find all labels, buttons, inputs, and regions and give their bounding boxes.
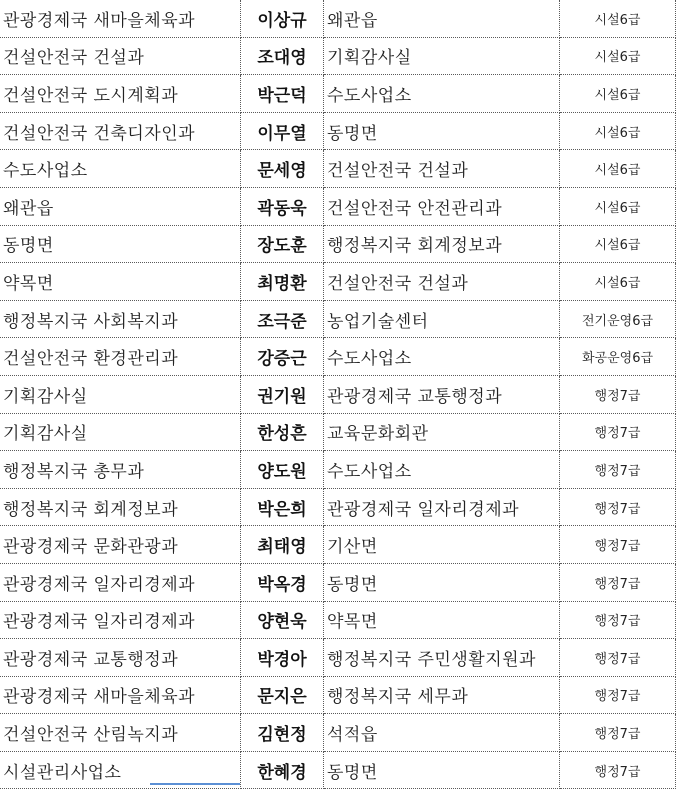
table-row — [0, 75, 676, 113]
table-row — [0, 375, 676, 413]
new-department-cell[interactable]: 농업기술센터 — [324, 300, 560, 338]
previous-department-cell[interactable]: 관광경제국 새마을체육과 — [0, 676, 241, 714]
new-department-cell[interactable]: 동명면 — [324, 563, 560, 601]
new-department-cell[interactable]: 행정복지국 회계정보과 — [324, 225, 560, 263]
new-department-cell[interactable]: 행정복지국 세무과 — [324, 676, 560, 714]
table-row — [0, 601, 676, 639]
table-row — [0, 0, 676, 37]
selection-indicator — [150, 783, 240, 785]
table-row — [0, 300, 676, 338]
table-row — [0, 526, 676, 564]
new-department-cell[interactable]: 수도사업소 — [324, 451, 560, 489]
table-row — [0, 488, 676, 526]
previous-department-cell[interactable]: 기획감사실 — [0, 375, 241, 413]
previous-department-cell[interactable]: 관광경제국 문화관광과 — [0, 526, 241, 564]
grade-cell[interactable]: 시설6급 — [560, 112, 676, 150]
new-department-cell[interactable]: 수도사업소 — [324, 75, 560, 113]
table-row — [0, 751, 676, 789]
employee-name-cell[interactable]: 곽동욱 — [241, 187, 324, 225]
previous-department-cell[interactable]: 건설안전국 환경관리과 — [0, 338, 241, 376]
new-department-cell[interactable]: 건설안전국 건설과 — [324, 263, 560, 301]
employee-name-cell[interactable]: 박은희 — [241, 488, 324, 526]
grade-cell[interactable]: 행정7급 — [560, 526, 676, 564]
previous-department-cell[interactable]: 관광경제국 일자리경제과 — [0, 563, 241, 601]
new-department-cell[interactable]: 관광경제국 교통행정과 — [324, 375, 560, 413]
grade-cell[interactable]: 행정7급 — [560, 601, 676, 639]
new-department-cell[interactable]: 약목면 — [324, 601, 560, 639]
grade-cell[interactable]: 행정7급 — [560, 639, 676, 677]
table-row — [0, 37, 676, 75]
previous-department-cell[interactable]: 관광경제국 일자리경제과 — [0, 601, 241, 639]
employee-name-cell[interactable]: 양현욱 — [241, 601, 324, 639]
table-row — [0, 338, 676, 376]
new-department-cell[interactable]: 행정복지국 주민생활지원과 — [324, 639, 560, 677]
employee-name-cell[interactable]: 최명환 — [241, 263, 324, 301]
new-department-cell[interactable]: 건설안전국 건설과 — [324, 150, 560, 188]
table-row — [0, 676, 676, 714]
table-row — [0, 413, 676, 451]
table-row — [0, 563, 676, 601]
employee-name-cell[interactable]: 조대영 — [241, 37, 324, 75]
employee-name-cell[interactable]: 문세영 — [241, 150, 324, 188]
table-row — [0, 187, 676, 225]
employee-name-cell[interactable]: 최태영 — [241, 526, 324, 564]
previous-department-cell[interactable]: 행정복지국 사회복지과 — [0, 300, 241, 338]
grade-cell[interactable]: 행정7급 — [560, 451, 676, 489]
employee-name-cell[interactable]: 이상규 — [241, 0, 324, 37]
new-department-cell[interactable]: 관광경제국 일자리경제과 — [324, 488, 560, 526]
grade-cell[interactable]: 행정7급 — [560, 714, 676, 752]
previous-department-cell[interactable]: 관광경제국 새마을체육과 — [0, 0, 241, 37]
new-department-cell[interactable]: 동명면 — [324, 751, 560, 789]
grade-cell[interactable]: 시설6급 — [560, 75, 676, 113]
previous-department-cell[interactable]: 건설안전국 도시계획과 — [0, 75, 241, 113]
previous-department-cell[interactable]: 행정복지국 회계정보과 — [0, 488, 241, 526]
table-row — [0, 225, 676, 263]
employee-name-cell[interactable]: 조극준 — [241, 300, 324, 338]
employee-name-cell[interactable]: 문지은 — [241, 676, 324, 714]
grade-cell[interactable]: 시설6급 — [560, 150, 676, 188]
grade-cell[interactable]: 행정7급 — [560, 413, 676, 451]
table-row — [0, 150, 676, 188]
table-row — [0, 639, 676, 677]
grade-cell[interactable]: 시설6급 — [560, 263, 676, 301]
previous-department-cell[interactable]: 기획감사실 — [0, 413, 241, 451]
new-department-cell[interactable]: 동명면 — [324, 112, 560, 150]
employee-name-cell[interactable]: 장도훈 — [241, 225, 324, 263]
employee-name-cell[interactable]: 박옥경 — [241, 563, 324, 601]
new-department-cell[interactable]: 왜관읍 — [324, 0, 560, 37]
new-department-cell[interactable]: 기획감사실 — [324, 37, 560, 75]
employee-name-cell[interactable]: 이무열 — [241, 112, 324, 150]
previous-department-cell[interactable]: 건설안전국 건설과 — [0, 37, 241, 75]
grade-cell[interactable]: 시설6급 — [560, 187, 676, 225]
grade-cell[interactable]: 시설6급 — [560, 0, 676, 37]
table-row — [0, 263, 676, 301]
previous-department-cell[interactable]: 건설안전국 산림녹지과 — [0, 714, 241, 752]
grade-cell[interactable]: 행정7급 — [560, 375, 676, 413]
new-department-cell[interactable]: 석적읍 — [324, 714, 560, 752]
new-department-cell[interactable]: 수도사업소 — [324, 338, 560, 376]
table-row — [0, 451, 676, 489]
previous-department-cell[interactable]: 행정복지국 총무과 — [0, 451, 241, 489]
previous-department-cell[interactable]: 약목면 — [0, 263, 241, 301]
new-department-cell[interactable]: 기산면 — [324, 526, 560, 564]
new-department-cell[interactable]: 건설안전국 안전관리과 — [324, 187, 560, 225]
table-row — [0, 112, 676, 150]
grade-cell[interactable]: 행정7급 — [560, 676, 676, 714]
employee-name-cell[interactable]: 박경아 — [241, 639, 324, 677]
employee-name-cell[interactable]: 박근덕 — [241, 75, 324, 113]
previous-department-cell[interactable]: 동명면 — [0, 225, 241, 263]
employee-name-cell[interactable]: 양도원 — [241, 451, 324, 489]
grade-cell[interactable]: 시설6급 — [560, 225, 676, 263]
previous-department-cell[interactable]: 수도사업소 — [0, 150, 241, 188]
previous-department-cell[interactable]: 시설관리사업소 — [0, 751, 241, 789]
employee-name-cell[interactable]: 한혜경 — [241, 751, 324, 789]
grade-cell[interactable]: 행정7급 — [560, 563, 676, 601]
grade-cell[interactable]: 전기운영6급 — [560, 300, 676, 338]
employee-name-cell[interactable]: 강증근 — [241, 338, 324, 376]
new-department-cell[interactable]: 교육문화회관 — [324, 413, 560, 451]
employee-name-cell[interactable]: 김현정 — [241, 714, 324, 752]
grade-cell[interactable]: 행정7급 — [560, 751, 676, 789]
employee-name-cell[interactable]: 권기원 — [241, 375, 324, 413]
previous-department-cell[interactable]: 왜관읍 — [0, 187, 241, 225]
previous-department-cell[interactable]: 관광경제국 교통행정과 — [0, 639, 241, 677]
previous-department-cell[interactable]: 건설안전국 건축디자인과 — [0, 112, 241, 150]
employee-name-cell[interactable]: 한성흔 — [241, 413, 324, 451]
grade-cell[interactable]: 시설6급 — [560, 37, 676, 75]
grade-cell[interactable]: 행정7급 — [560, 488, 676, 526]
table-row — [0, 714, 676, 752]
grade-cell[interactable]: 화공운영6급 — [560, 338, 676, 376]
